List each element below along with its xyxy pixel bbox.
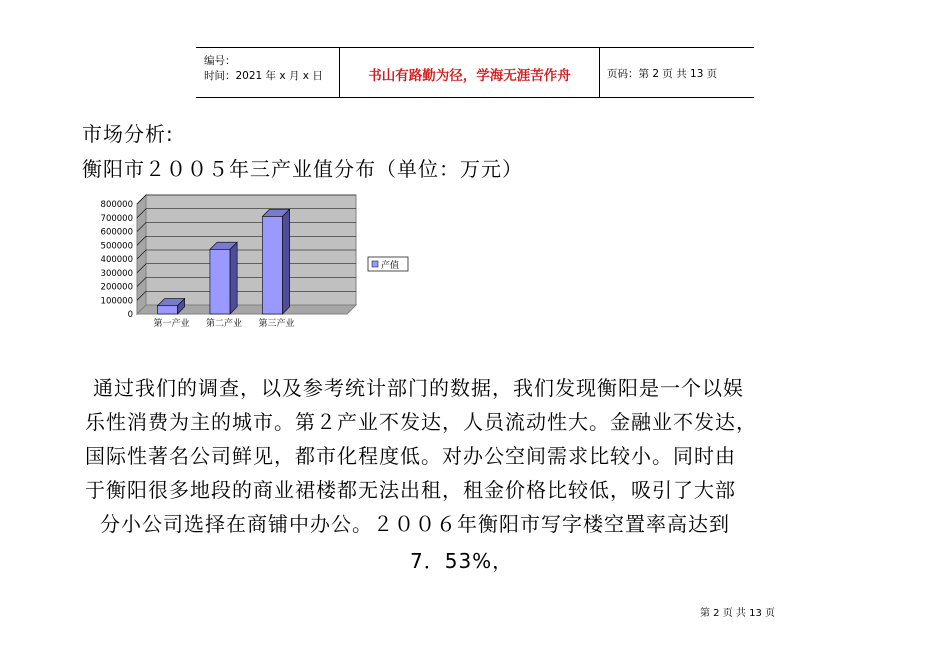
paragraph-line-1: 通过我们的调查，以及参考统计部门的数据，我们发现衡阳是一个以娱 xyxy=(93,376,744,400)
paragraph-line-4: 于衡阳很多地段的商业裙楼都无法出租，租金价格比较低，吸引了大部 xyxy=(85,478,736,502)
y-tick-label: 400000 xyxy=(100,255,133,265)
y-tick-label: 800000 xyxy=(100,200,133,210)
legend-label: 产值 xyxy=(381,261,400,271)
y-tick-label: 700000 xyxy=(100,213,133,224)
header-page-code: 页码：第 2 页 共 13 页 xyxy=(607,68,718,80)
header-motto: 书山有路勤为径，学海无涯苦作舟 xyxy=(368,68,571,84)
code-label: 编号： xyxy=(204,55,236,67)
x-tick-label: 第三产业 xyxy=(258,319,295,329)
x-tick-label: 第一产业 xyxy=(153,319,190,329)
y-tick-label: 100000 xyxy=(100,296,133,307)
x-tick-label: 第二产业 xyxy=(205,319,242,329)
paragraph-line-2: 乐性消费为主的城市。第２产业不发达，人员流动性大。金融业不发达， xyxy=(85,410,757,434)
paragraph-line-5: 分小公司选择在商铺中办公。２００６年衡阳市写字楼空置率高达到 xyxy=(100,512,730,536)
bar xyxy=(262,216,282,314)
bar-side xyxy=(282,209,289,314)
bar xyxy=(210,249,230,314)
chart-heading: 衡阳市２００５年三产业值分布（单位：万元） xyxy=(82,157,523,181)
y-tick-label: 300000 xyxy=(100,268,133,279)
bar xyxy=(157,306,177,314)
bar-side xyxy=(230,242,237,314)
y-tick-label: 200000 xyxy=(100,282,133,293)
y-tick-label: 0 xyxy=(127,310,133,320)
y-tick-label: 500000 xyxy=(100,241,133,252)
paragraph-line-3: 国际性著名公司鲜见，都市化程度低。对办公空间需求比较小。同时由 xyxy=(85,444,736,468)
y-tick-label: 600000 xyxy=(100,227,133,238)
paragraph-line-6: 7．53%， xyxy=(410,549,514,573)
section-title: 市场分析: xyxy=(82,122,174,146)
date-label: 时间：2021 年 x 月 x 日 xyxy=(204,70,323,82)
legend-swatch xyxy=(372,261,378,267)
page-footer: 第 2 页 共 13 页 xyxy=(700,608,775,619)
